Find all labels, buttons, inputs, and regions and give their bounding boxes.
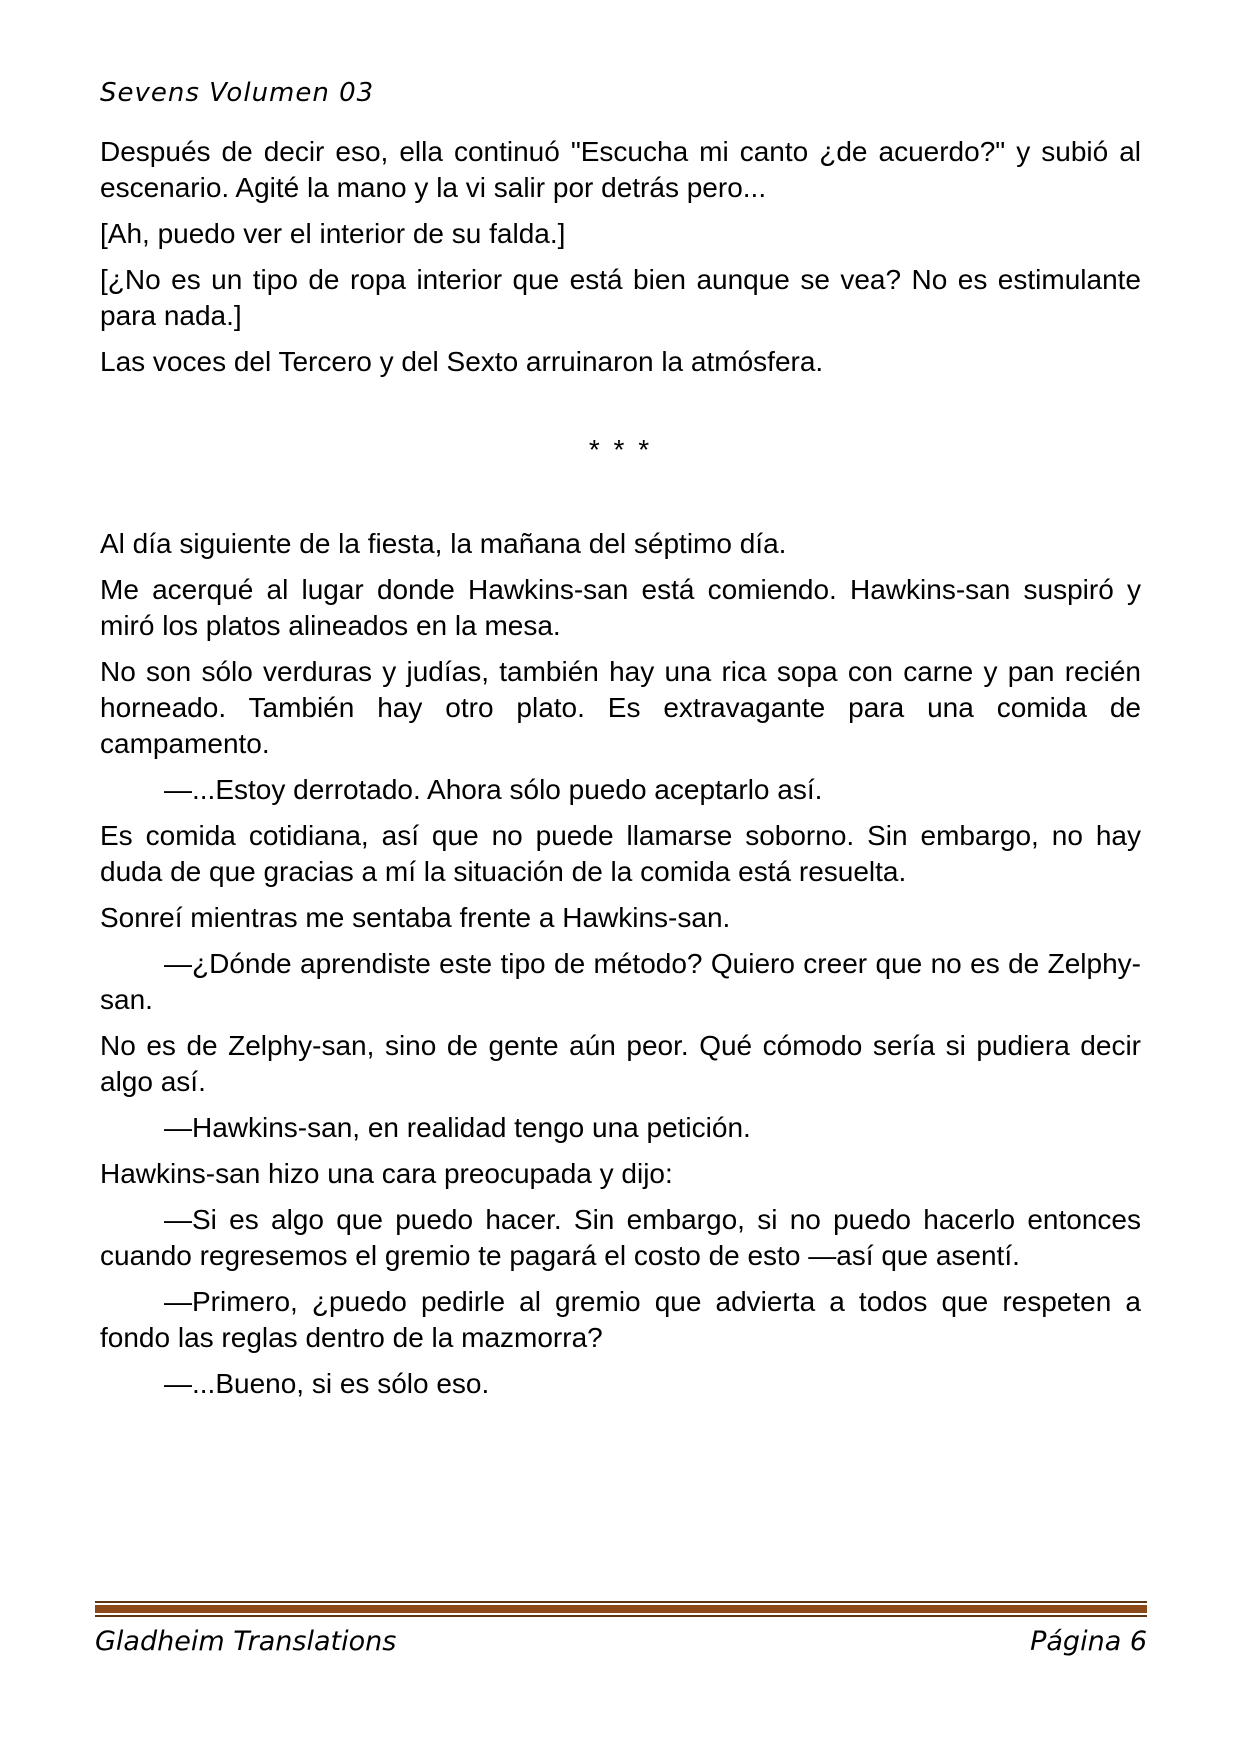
footer-page-number: Página 6 [1030, 1626, 1147, 1657]
scene-break-separator: * * * [588, 434, 653, 465]
body-paragraph: —¿Dónde aprendiste este tipo de método? Quiero creer que no es de Zelphy-san. [100, 948, 1141, 1015]
body-paragraph: Hawkins-san hizo una cara preocupada y dijo: [100, 1158, 673, 1189]
body-paragraph: Me acerqué al lugar donde Hawkins-san está comiendo. Hawkins-san suspiró y miró los platos alineados en la mesa. [100, 574, 1141, 641]
body-paragraph: —Si es algo que puedo hacer. Sin embargo, si no puedo hacerlo entonces cuando regresemos el gremio te pagará el costo de esto —así que asentí. [100, 1204, 1141, 1271]
body-paragraph: —...Bueno, si es sólo eso. [164, 1368, 490, 1399]
document-body [100, 134, 1141, 1402]
footer-rule-thick-line [95, 1605, 1147, 1613]
document-header-title: Sevens Volumen 03 [100, 78, 375, 108]
document-footer [95, 1601, 1147, 1659]
body-paragraph: —Primero, ¿puedo pedirle al gremio que advierta a todos que respeten a fondo las reglas dentro de la mazmorra? [100, 1286, 1141, 1353]
body-paragraph: Después de decir eso, ella continuó "Escucha mi canto ¿de acuerdo?" y subió al escenario. Agité la mano y la vi salir por detrás pero... [100, 136, 1141, 203]
body-paragraph: Al día siguiente de la fiesta, la mañana del séptimo día. [100, 528, 787, 559]
footer-text-row [95, 1625, 1147, 1659]
body-paragraph: Sonreí mientras me sentaba frente a Hawkins-san. [100, 902, 731, 933]
body-paragraph: Es comida cotidiana, así que no puede llamarse soborno. Sin embargo, no hay duda de que gracias a mí la situación de la comida está resuelta. [100, 820, 1141, 887]
footer-translator-credit: Gladheim Translations [95, 1626, 397, 1657]
body-paragraph: No son sólo verduras y judías, también hay una rica sopa con carne y pan recién horneado. También hay otro plato. Es extravagante para una comida de campamento. [100, 656, 1141, 759]
body-paragraph: [¿No es un tipo de ropa interior que está bien aunque se vea? No es estimulante para nada.] [100, 264, 1141, 331]
body-paragraph: No es de Zelphy-san, sino de gente aún peor. Qué cómodo sería si pudiera decir algo así. [100, 1030, 1141, 1097]
footer-rule-bottom-line [95, 1615, 1147, 1617]
body-paragraph: Las voces del Tercero y del Sexto arruinaron la atmósfera. [100, 346, 824, 377]
body-paragraph: [Ah, puedo ver el interior de su falda.] [100, 218, 566, 249]
body-paragraph: —...Estoy derrotado. Ahora sólo puedo aceptarlo así. [164, 774, 823, 805]
body-paragraph: —Hawkins-san, en realidad tengo una petición. [164, 1112, 751, 1143]
